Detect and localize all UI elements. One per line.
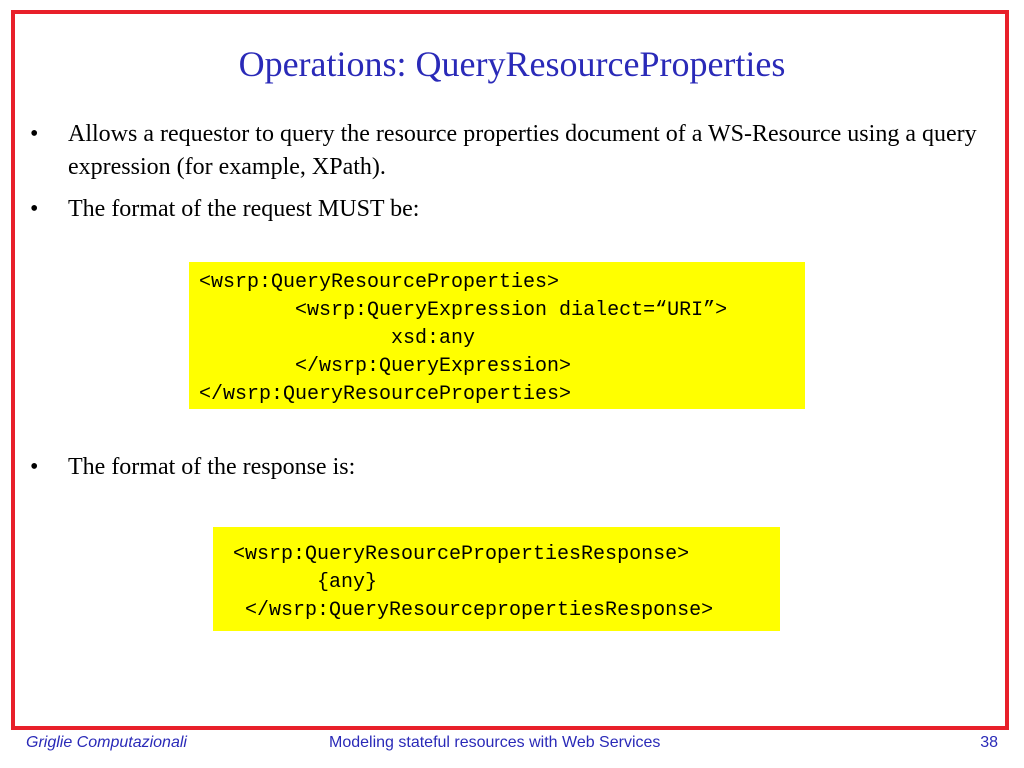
code-line: <wsrp:QueryExpression dialect=“URI”> [199, 299, 728, 322]
footer-topic: Modeling stateful resources with Web Services [329, 734, 661, 751]
footer-course-name: Griglie Computazionali [26, 734, 187, 751]
bullet-item [30, 193, 990, 226]
bullet-item [30, 451, 990, 484]
code-line: {any} [233, 571, 378, 594]
code-line: </wsrp:QueryExpression> [199, 355, 572, 378]
response-code-block [213, 527, 780, 631]
bullet-text: The format of the response is: [68, 454, 356, 480]
code-line: xsd:any [199, 327, 476, 350]
bullet-marker: • [30, 196, 39, 222]
request-code-block [189, 262, 805, 409]
slide-title: Operations: QueryResourceProperties [238, 44, 786, 84]
code-line: <wsrp:QueryResourceProperties> [199, 271, 560, 294]
code-line: </wsrp:QueryResourcepropertiesResponse> [233, 599, 714, 622]
bullet-text: Allows a requestor to query the resource properties document of a WS-Resource using a query expression (for example, XPath). [68, 121, 977, 180]
footer-page-number: 38 [980, 734, 998, 751]
bullet-item [30, 118, 990, 184]
bullet-marker: • [30, 121, 39, 147]
bullet-text: The format of the request MUST be: [68, 196, 420, 222]
code-line: </wsrp:QueryResourceProperties> [199, 383, 572, 406]
slide-footer [0, 734, 1024, 758]
bullet-marker: • [30, 454, 39, 480]
code-line: <wsrp:QueryResourcePropertiesResponse> [233, 543, 690, 566]
